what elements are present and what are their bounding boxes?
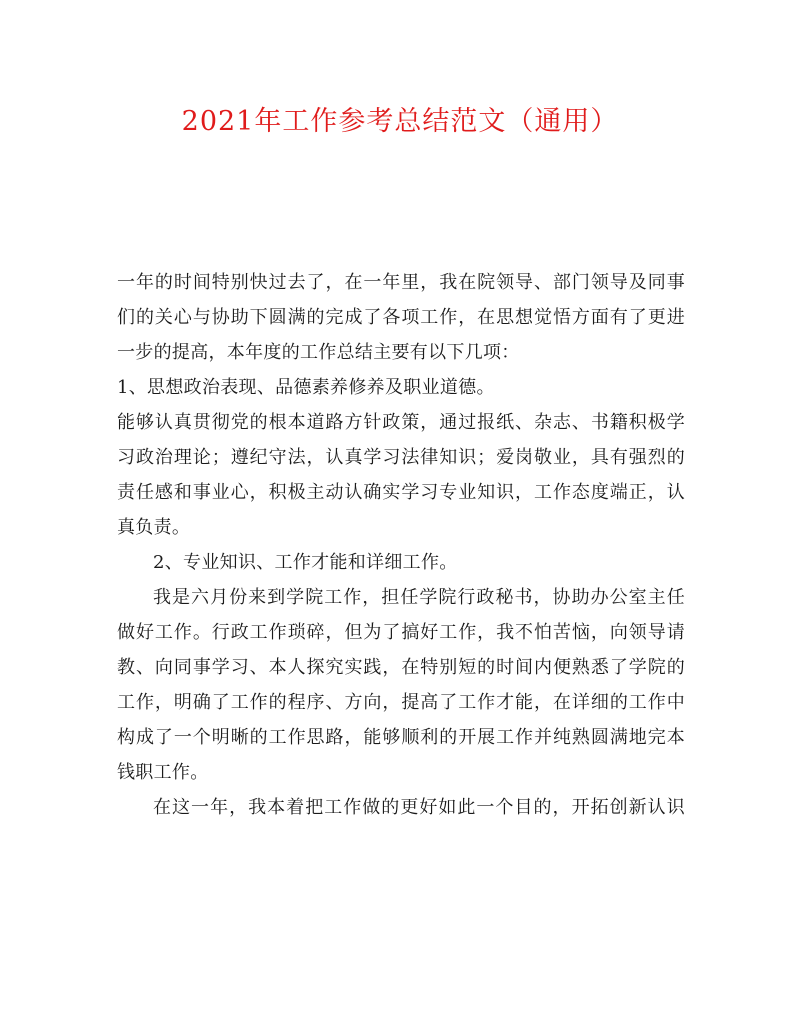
body-line: 我是六月份来到学院工作，担任学院行政秘书，协助办公室主任 <box>153 587 685 608</box>
document-title: 2021年工作参考总结范文（通用） <box>181 106 619 137</box>
body-line: 在这一年，我本着把工作做的更好如此一个目的，开拓创新认识 <box>153 797 685 818</box>
body-line: 教、向同事学习、本人探究实践，在特别短的时间内便熟悉了学院的 <box>117 657 685 678</box>
document-body <box>117 265 685 825</box>
section-heading-1: 1、思想政治表现、品德素养修养及职业道德。 <box>117 377 495 398</box>
body-line: 构成了一个明晰的工作思路，能够顺利的开展工作并纯熟圆满地完本 <box>117 727 685 748</box>
body-line: 一年的时间特别快过去了，在一年里，我在院领导、部门领导及同事 <box>117 272 685 293</box>
body-line: 做好工作。行政工作琐碎，但为了搞好工作，我不怕苦恼，向领导请 <box>117 622 685 643</box>
body-line: 习政治理论；遵纪守法，认真学习法律知识；爱岗敬业，具有强烈的 <box>117 447 685 468</box>
body-line: 一步的提高，本年度的工作总结主要有以下几项： <box>117 342 520 363</box>
body-line: 们的关心与协助下圆满的完成了各项工作，在思想觉悟方面有了更进 <box>117 307 685 328</box>
body-line: 真负责。 <box>117 517 191 538</box>
section-heading-2: 2、专业知识、工作才能和详细工作。 <box>153 552 458 573</box>
body-line: 能够认真贯彻党的根本道路方针政策，通过报纸、杂志、书籍积极学 <box>117 412 685 433</box>
body-line: 钱职工作。 <box>117 762 209 783</box>
body-line: 工作，明确了工作的程序、方向，提高了工作才能，在详细的工作中 <box>117 692 685 713</box>
body-line: 责任感和事业心，积极主动认确实学习专业知识，工作态度端正，认 <box>117 482 685 503</box>
